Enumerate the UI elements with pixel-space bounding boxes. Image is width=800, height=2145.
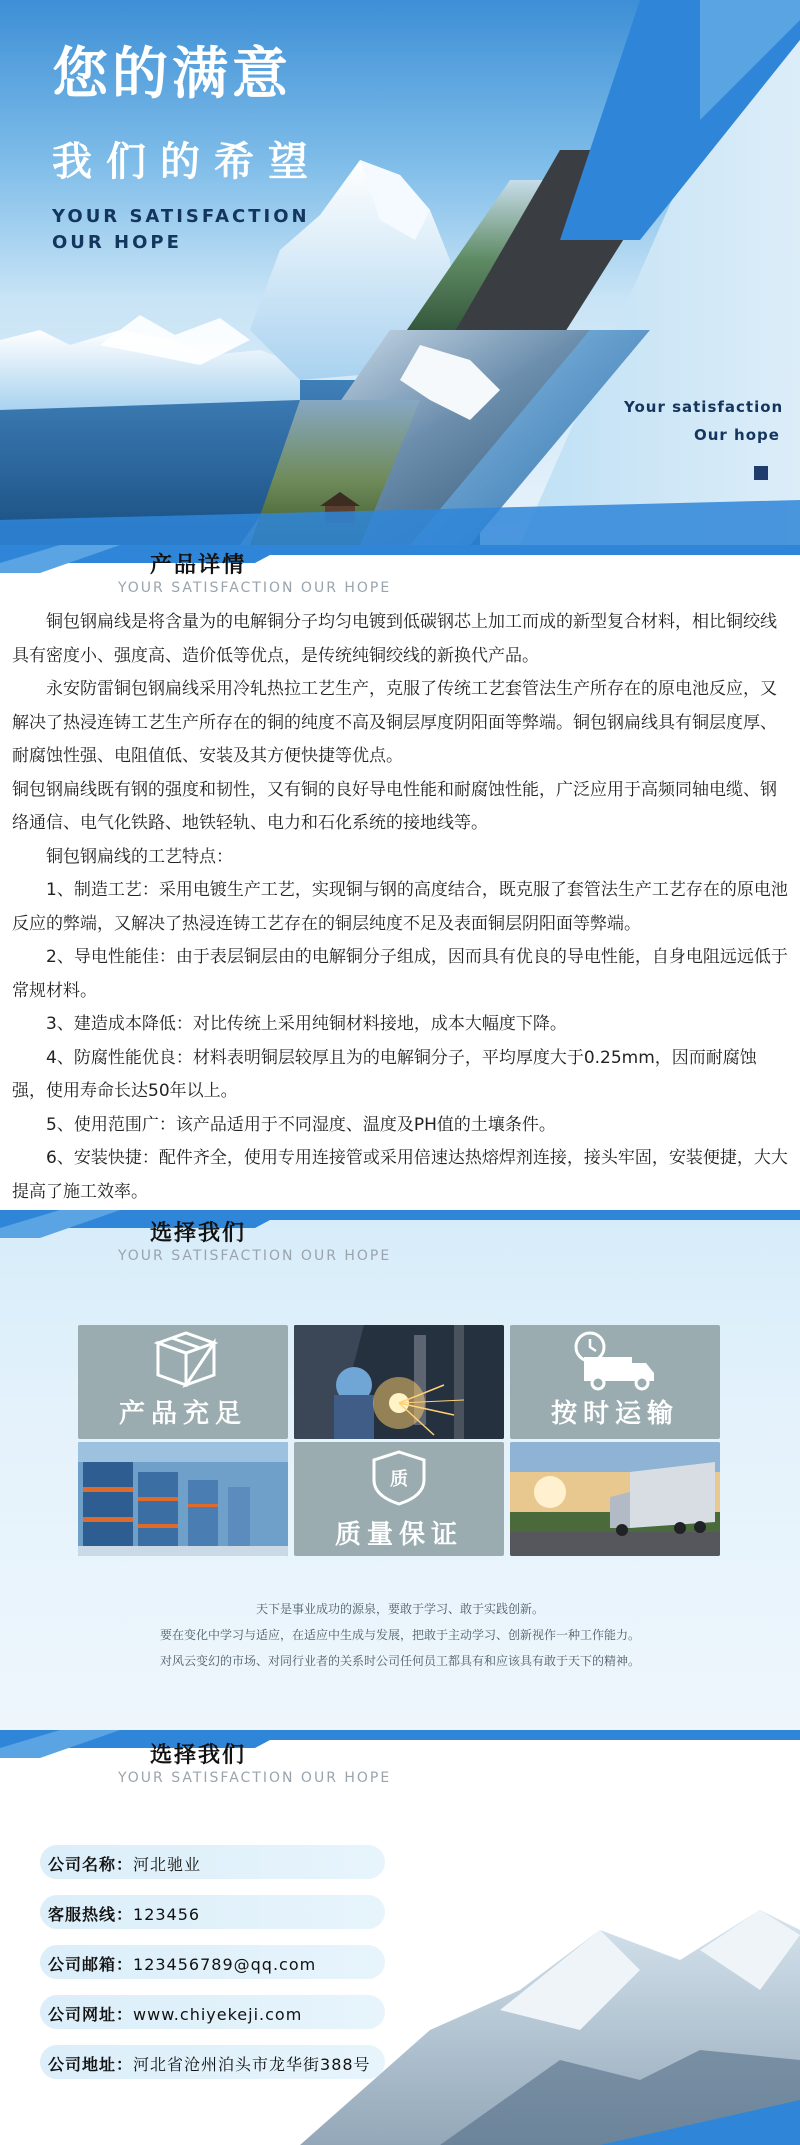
details-english-subtitle: YOUR SATISFACTION OUR HOPE [118,580,392,596]
contact-section [0,1730,800,2145]
contact-english-subtitle: YOUR SATISFACTION OUR HOPE [118,1770,392,1786]
truck-image [510,1442,720,1556]
contact-title: 选择我们 [150,1743,247,1768]
tile-warehouse-photo [78,1442,288,1556]
warehouse-image [78,1442,288,1556]
tile-stock-label: 产品充足 [118,1399,247,1429]
details-paragraph-3: 铜包钢扁线既有钢的强度和韧性，又有铜的良好导电性能和耐腐蚀性能，广泛应用于高频同轴电缆、钢络通信、电气化铁路、地铁轻轨、电力和石化系统的接地线等。 [12,779,777,833]
slogan-line-1: 天下是事业成功的源泉，要敢于学习、敢于实践创新。 [255,1602,544,1616]
quality-badge-char: 质 [390,1469,408,1490]
welding-image [294,1325,504,1439]
details-header-stripe [0,545,800,605]
details-paragraph-8: 4、防腐性能优良：材料表明铜层较厚且为的电解铜分子，平均厚度大于0.25mm，因而耐腐蚀强，使用寿命长达50年以上。 [12,1047,757,1101]
tile-stock [78,1325,288,1439]
details-paragraph-4: 铜包钢扁线的工艺特点： [46,846,233,867]
tile-welding-photo [294,1325,504,1439]
details-paragraph-7: 3、建造成本降低：对比传统上采用纯铜材料接地，成本大幅度下降。 [46,1014,567,1034]
tile-quality [294,1442,504,1556]
contact-website: 公司网址：www.chiyekeji.com [48,2005,303,2024]
details-header [0,545,800,605]
slogan-line-2: 要在变化中学习与适应，在适应中生成与发展，把敢于主动学习、创新视作一种工作能力。 [159,1628,640,1642]
tile-delivery [510,1325,720,1439]
hero-english-line-2: OUR HOPE [52,232,182,253]
tile-delivery-label: 按时运输 [550,1399,679,1429]
details-paragraph-1: 铜包钢扁线是将含量为的电解铜分子均匀电镀到低碳钢芯上加工而成的新型复合材料，相比铜绞线具有密度小、强度高、造价低等优点，是传统纯铜绞线的新换代产品。 [12,612,777,666]
choose-english-subtitle: YOUR SATISFACTION OUR HOPE [118,1248,392,1264]
contact-hotline: 客服热线：123456 [48,1905,201,1924]
contact-address: 公司地址：河北省沧州泊头市龙华街388号 [48,2055,371,2074]
details-title: 产品详情 [150,553,247,578]
hero-right-line-1: Your satisfaction [624,398,784,416]
details-paragraph-6: 2、导电性能佳：由于表层铜层由的电解铜分子组成，因而具有优良的导电性能，自身电阻远远低于常规材料。 [12,947,788,1001]
hero-square-decoration [754,466,768,480]
details-paragraph-10: 6、安装快捷：配件齐全，使用专用连接管或采用倍速达热熔焊剂连接，接头牢固，安装便捷，大大提高了施工效率。 [12,1148,788,1202]
details-paragraph-9: 5、使用范围广：该产品适用于不同湿度、温度及PH值的土壤条件。 [46,1114,556,1135]
choose-title: 选择我们 [150,1221,247,1246]
hero-right-line-2: Our hope [694,426,780,444]
details-body [12,606,788,1209]
hero-english-line-1: YOUR SATISFACTION [52,206,310,227]
tile-truck-photo [510,1442,720,1556]
hero-banner [0,0,800,545]
tile-quality-label: 质量保证 [334,1520,463,1550]
details-paragraph-5: 1、制造工艺：采用电镀生产工艺，实现铜与钢的高度结合，既克服了套管法生产工艺存在的原电池反应的弊端，又解决了热浸连铸工艺存在的铜层纯度不足及表面铜层阴阳面等弊端。 [12,880,788,934]
hero-title: 您的满意 [52,42,292,107]
contact-email: 公司邮箱：123456789@qq.com [48,1955,317,1974]
slogan-line-3: 对风云变幻的市场、对同行业者的关系时公司任何员工都具有和应该具有敢于天下的精神。 [159,1654,640,1668]
details-paragraph-2: 永安防雷铜包钢扁线采用冷轧热拉工艺生产，克服了传统工艺套管法生产所存在的原电池反应，又解决了热浸连铸工艺生产所存在的铜的纯度不高及铜层厚度阴阳面等弊端。铜包钢扁线具有铜层度厚、耐腐蚀性强、电阻值低、安装及其方便快捷等优点。 [12,679,777,766]
contact-company-name: 公司名称：河北驰业 [48,1855,202,1874]
hero-subtitle: 我们的希望 [52,139,322,185]
mountain-background [0,1730,800,2145]
